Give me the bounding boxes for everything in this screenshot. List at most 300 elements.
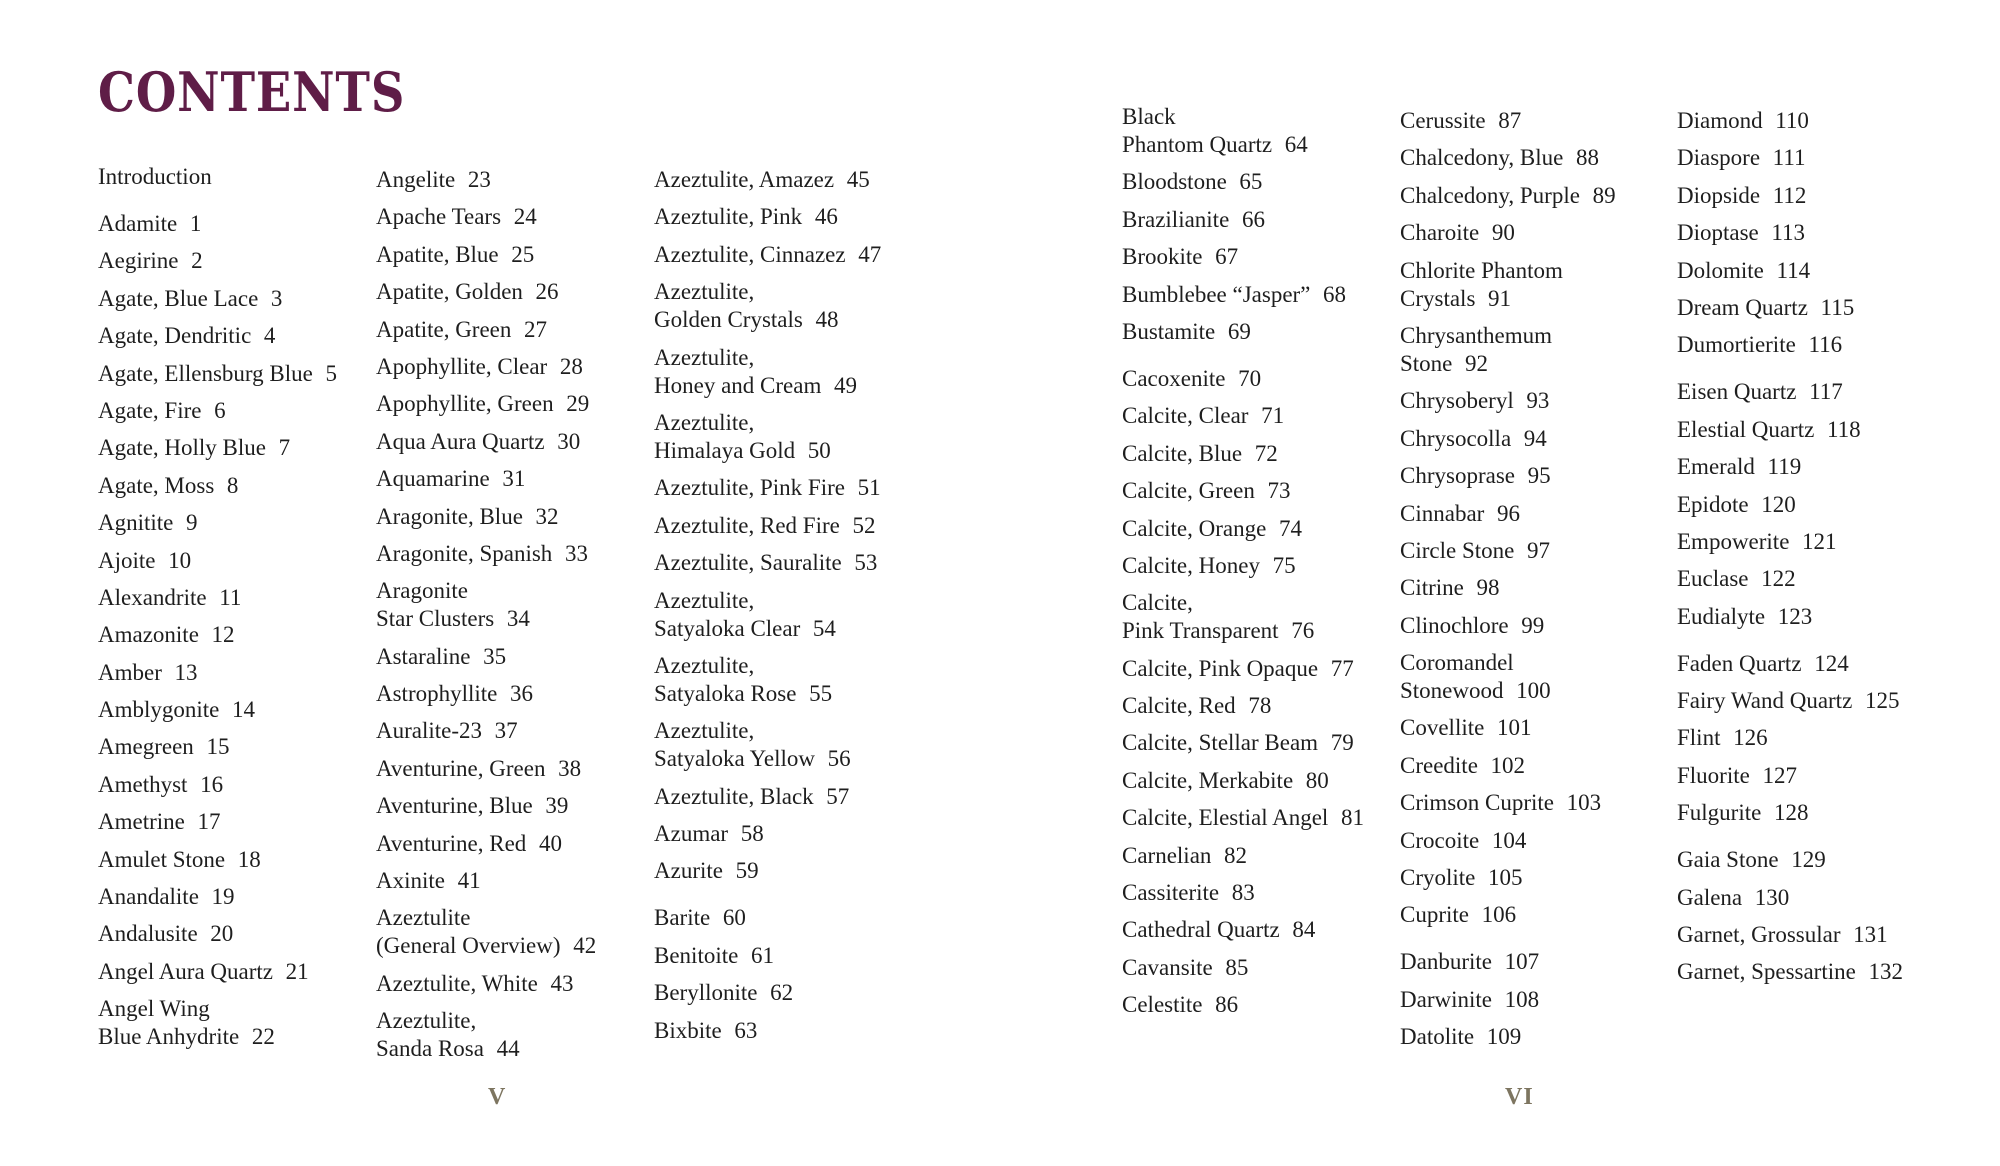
toc-entry (1677, 219, 1942, 247)
toc-entry-title: Barite (654, 905, 711, 931)
toc-entry-title: Calcite, Red (1122, 693, 1236, 719)
toc-entry-title: Dioptase (1677, 220, 1759, 246)
toc-entry-title: Alexandrite (98, 584, 207, 610)
toc-entry (376, 717, 641, 745)
toc-entry-title: Calcite, Merkabite (1122, 767, 1294, 793)
toc-page-number: 68 (1323, 281, 1347, 307)
toc-entry-title: Darwinite (1400, 986, 1492, 1012)
toc-entry-title-continued: Sanda Rosa (376, 1036, 484, 1062)
toc-entry-title: Euclase (1677, 566, 1749, 592)
toc-entry (1122, 402, 1387, 430)
toc-page-number: 101 (1496, 715, 1532, 741)
toc-entry (1677, 107, 1942, 135)
toc-entry (1122, 440, 1387, 468)
toc-entry (376, 353, 641, 381)
toc-page-number: 66 (1241, 206, 1265, 232)
toc-entry (98, 210, 363, 238)
toc-entry-title: Azeztulite, Black (654, 783, 814, 809)
toc-page-number: 20 (210, 921, 234, 947)
toc-page-number: 10 (168, 547, 192, 573)
toc-entry-title: Brazilianite (1122, 206, 1230, 232)
toc-entry-title: Agate, Fire (98, 397, 202, 423)
toc-entry (98, 360, 363, 388)
toc-entry-title-continued: Himalaya Gold (654, 437, 796, 463)
toc-page-number: 19 (211, 884, 235, 910)
toc-page-number: 72 (1254, 440, 1278, 466)
toc-entry-title: Coromandel (1400, 650, 1514, 676)
toc-entry (1122, 692, 1387, 720)
toc-page-number: 83 (1231, 880, 1255, 906)
toc-page-number: 81 (1340, 805, 1364, 831)
toc-page-number: 87 (1498, 108, 1522, 133)
toc-page-number: 35 (483, 643, 507, 669)
toc-page-number: 25 (511, 241, 535, 267)
toc-page-number: 69 (1227, 318, 1251, 344)
toc-entry (1400, 387, 1665, 415)
toc-entry (1400, 789, 1665, 817)
toc-page-number: 97 (1526, 537, 1550, 563)
toc-page-number: 106 (1481, 902, 1517, 928)
toc-entry-title: Amulet Stone (98, 846, 226, 872)
toc-entry-title: Azeztulite, Red Fire (654, 512, 840, 538)
toc-entry-title: Andalusite (98, 921, 198, 947)
toc-entry (98, 733, 363, 761)
toc-page-number: 59 (735, 858, 759, 884)
toc-page-number: 104 (1491, 827, 1527, 853)
toc-entry (1400, 649, 1665, 705)
toc-page-number: 124 (1814, 650, 1849, 676)
toc-entry-title: Agnitite (98, 510, 174, 536)
toc-entry-title: Aventurine, Red (376, 830, 527, 856)
toc-entry-title: Fluorite (1677, 762, 1750, 788)
toc-entry (98, 846, 363, 874)
toc-entry-title: Azeztulite, Pink Fire (654, 475, 845, 501)
toc-entry-title: Garnet, Grossular (1677, 922, 1841, 948)
toc-entry-title: Aventurine, Blue (376, 793, 533, 819)
toc-entry (1400, 827, 1665, 855)
toc-entry-title: Astaraline (376, 643, 471, 669)
toc-entry-title: Bixbite (654, 1017, 722, 1043)
toc-entry (1400, 322, 1665, 378)
toc-entry (654, 1017, 919, 1045)
toc-entry (1677, 453, 1942, 481)
toc-page-number: 6 (214, 397, 226, 423)
toc-entry-title: Azeztulite, (654, 344, 755, 370)
toc-entry-title: Diaspore (1677, 145, 1761, 171)
toc-entry-title: Cassiterite (1122, 880, 1220, 906)
toc-entry (1677, 958, 1942, 986)
toc-page-number: 61 (750, 942, 774, 968)
toc-page-number: 126 (1733, 725, 1768, 751)
toc-entry (376, 755, 641, 783)
toc-entry-title-continued: Phantom Quartz (1122, 132, 1273, 157)
toc-page-number: 84 (1292, 917, 1316, 943)
toc-page-number: 42 (573, 933, 597, 959)
toc-entry-title: Azumar (654, 821, 729, 847)
toc-entry (1677, 294, 1942, 322)
toc-entry (376, 643, 641, 671)
toc-entry-title: Azeztulite, White (376, 970, 538, 996)
toc-entry-title: Cinnabar (1400, 500, 1485, 526)
toc-page-number: 78 (1248, 693, 1272, 719)
toc-page-number: 28 (559, 353, 583, 379)
toc-entry-title: Calcite, Stellar Beam (1122, 730, 1319, 756)
toc-entry (1122, 365, 1387, 393)
toc-entry (654, 857, 919, 885)
toc-page-number: 44 (496, 1036, 520, 1062)
toc-page-number: 103 (1566, 790, 1602, 816)
toc-entry-title: Azeztulite, Amazez (654, 167, 835, 192)
toc-entry-title: Amblygonite (98, 697, 220, 723)
toc-page-number: 132 (1868, 959, 1903, 985)
toc-entry-title: Calcite, Blue (1122, 440, 1243, 466)
toc-entry-title: Apache Tears (376, 204, 502, 230)
toc-entry (98, 472, 363, 500)
toc-entry (98, 285, 363, 313)
toc-entry-title: Agate, Blue Lace (98, 285, 259, 311)
toc-entry (1122, 954, 1387, 982)
toc-page-number: 53 (854, 550, 878, 576)
toc-page-number: 48 (815, 307, 839, 333)
toc-entry (1122, 804, 1387, 832)
toc-entry (1122, 515, 1387, 543)
toc-page-number: 128 (1773, 800, 1809, 826)
toc-entry (1400, 986, 1665, 1014)
toc-entry-title: Dolomite (1677, 257, 1764, 283)
toc-entry-title: Covellite (1400, 715, 1485, 741)
toc-page-number: 56 (827, 746, 851, 772)
toc-entry-title: Fairy Wand Quartz (1677, 688, 1853, 714)
toc-page-number: 90 (1491, 220, 1515, 246)
toc-page-number: 82 (1224, 842, 1248, 868)
toc-page-number: 24 (513, 204, 537, 230)
toc-entry-title: Apatite, Blue (376, 241, 499, 267)
toc-entry-title: Celestite (1122, 992, 1203, 1018)
toc-page-number: 80 (1305, 767, 1329, 793)
toc-entry (1400, 144, 1665, 172)
toc-entry-title: Garnet, Spessartine (1677, 959, 1856, 985)
contents-column-4 (1122, 103, 1387, 1029)
toc-page-number: 93 (1526, 388, 1550, 414)
toc-entry-title: Black (1122, 104, 1176, 129)
toc-entry (1400, 574, 1665, 602)
toc-page-number: 95 (1527, 463, 1551, 489)
toc-page-number: 23 (467, 167, 491, 192)
toc-entry-title: Azeztulite, (654, 279, 755, 305)
toc-entry-title: Agate, Dendritic (98, 323, 252, 349)
toc-entry-title: Galena (1677, 884, 1743, 910)
contents-column-3 (654, 166, 919, 1054)
toc-entry (376, 203, 641, 231)
toc-entry (1677, 491, 1942, 519)
toc-page-number: 2 (191, 248, 203, 274)
toc-entry (376, 390, 641, 418)
toc-page-number: 18 (237, 846, 261, 872)
toc-entry (98, 883, 363, 911)
toc-entry (1122, 103, 1387, 159)
toc-entry (376, 465, 641, 493)
toc-entry (1677, 257, 1942, 285)
toc-entry-title: Agate, Holly Blue (98, 435, 266, 461)
toc-entry (98, 920, 363, 948)
toc-page-number: 117 (1809, 379, 1843, 405)
toc-page-number: 99 (1521, 612, 1545, 638)
toc-entry-title: Introduction (98, 164, 212, 189)
toc-entry (98, 958, 363, 986)
toc-page-number: 12 (211, 622, 235, 648)
toc-entry-title: Angel Aura Quartz (98, 958, 273, 984)
toc-entry (654, 474, 919, 502)
toc-entry-title: Amber (98, 659, 162, 685)
toc-entry (376, 316, 641, 344)
toc-entry-title: Calcite, Honey (1122, 552, 1260, 578)
toc-entry-title: Calcite, Orange (1122, 515, 1267, 541)
toc-entry-title: Bumblebee “Jasper” (1122, 281, 1311, 307)
toc-entry (98, 696, 363, 724)
toc-entry-title: Cuprite (1400, 902, 1469, 928)
toc-page-number: 108 (1504, 986, 1540, 1012)
toc-entry-title: Agate, Moss (98, 472, 215, 498)
toc-entry-title: Calcite, (1122, 590, 1193, 616)
toc-entry-title: Apophyllite, Green (376, 391, 554, 417)
toc-page-number: 63 (734, 1017, 758, 1043)
toc-page-number: 130 (1754, 884, 1790, 910)
toc-entry (98, 434, 363, 462)
toc-entry (1400, 948, 1665, 976)
toc-page-number: 40 (538, 830, 562, 856)
toc-entry (376, 241, 641, 269)
toc-entry-title: Danburite (1400, 949, 1492, 975)
toc-entry-title: Azeztulite, (654, 587, 755, 613)
toc-page-number: 46 (814, 204, 838, 230)
toc-entry (376, 1007, 641, 1063)
toc-page-number: 98 (1476, 575, 1500, 601)
toc-entry (1122, 552, 1387, 580)
toc-page-number: 60 (722, 905, 746, 931)
toc-page-number: 94 (1523, 425, 1547, 451)
toc-entry (376, 830, 641, 858)
toc-entry (98, 995, 363, 1051)
toc-entry-title: Faden Quartz (1677, 650, 1802, 676)
toc-entry (98, 322, 363, 350)
toc-page-number: 79 (1330, 730, 1354, 756)
toc-entry-title: Axinite (376, 868, 445, 894)
toc-entry (654, 652, 919, 708)
toc-page-number: 14 (232, 697, 256, 723)
toc-page-number: 65 (1239, 169, 1263, 195)
toc-page-number: 102 (1490, 752, 1526, 778)
toc-entry-title: Cerussite (1400, 108, 1486, 133)
toc-page-number: 21 (285, 958, 309, 984)
toc-entry-title-continued: Crystals (1400, 285, 1476, 311)
toc-entry-title: Chrysocolla (1400, 425, 1512, 451)
toc-entry-title: Aqua Aura Quartz (376, 428, 545, 454)
toc-entry-title: Datolite (1400, 1024, 1475, 1050)
toc-entry (376, 904, 641, 960)
toc-entry (1400, 257, 1665, 313)
toc-page-number: 27 (524, 316, 548, 342)
toc-entry-title: Ajoite (98, 547, 156, 573)
toc-page-number: 123 (1777, 603, 1813, 629)
toc-entry-title: Elestial Quartz (1677, 416, 1815, 442)
toc-page-number: 32 (535, 503, 559, 529)
toc-entry (1400, 107, 1665, 135)
toc-entry-title: Auralite-23 (376, 718, 483, 744)
toc-entry (1122, 206, 1387, 234)
toc-entry-title: Chalcedony, Blue (1400, 145, 1564, 171)
toc-entry (1400, 219, 1665, 247)
toc-entry-title: Epidote (1677, 491, 1749, 517)
toc-entry-title: Cacoxenite (1122, 365, 1226, 391)
toc-page-number: 50 (807, 437, 831, 463)
toc-page-number: 39 (545, 793, 569, 819)
toc-page-number: 30 (557, 428, 581, 454)
toc-entry (1677, 144, 1942, 172)
toc-entry (376, 867, 641, 895)
toc-entry-title: Bustamite (1122, 318, 1216, 344)
page-title: CONTENTS (98, 60, 406, 124)
toc-entry (1677, 416, 1942, 444)
toc-entry-title: Calcite, Elestial Angel (1122, 805, 1329, 831)
toc-page-number: 26 (535, 279, 559, 305)
toc-entry-title: Angel Wing (98, 996, 210, 1022)
toc-entry-title: Crimson Cuprite (1400, 790, 1554, 816)
toc-entry (98, 584, 363, 612)
toc-page-number: 85 (1225, 954, 1249, 980)
toc-page-number: 115 (1820, 294, 1855, 320)
toc-entry (376, 792, 641, 820)
toc-page-number: 105 (1488, 865, 1523, 891)
toc-page-number: 33 (564, 540, 588, 566)
toc-page-number: 29 (566, 391, 590, 417)
toc-entry-title: Aragonite, Spanish (376, 540, 553, 566)
toc-entry-title: Astrophyllite (376, 681, 498, 707)
toc-entry-title: Angelite (376, 167, 456, 192)
toc-page-number: 54 (812, 615, 836, 641)
toc-entry (1122, 589, 1387, 645)
toc-page-number: 4 (263, 323, 276, 349)
toc-entry (654, 203, 919, 231)
toc-page-number: 31 (502, 466, 526, 492)
toc-page-number: 34 (506, 606, 530, 632)
toc-entry (1122, 655, 1387, 683)
toc-page-number: 17 (197, 809, 221, 835)
toc-entry-title: Apatite, Golden (376, 279, 523, 305)
toc-page-number: 96 (1496, 500, 1520, 526)
toc-entry-title: Azeztulite (376, 905, 471, 931)
toc-entry (1677, 182, 1942, 210)
toc-entry (1122, 168, 1387, 196)
toc-entry (1677, 921, 1942, 949)
toc-entry (1677, 378, 1942, 406)
toc-entry-title: Azeztulite, Cinnazez (654, 241, 846, 267)
toc-entry-title: Eisen Quartz (1677, 379, 1797, 405)
toc-entry (98, 163, 363, 191)
toc-entry-title: Diopside (1677, 182, 1761, 208)
toc-entry-title: Chrysanthemum (1400, 322, 1553, 348)
toc-page-number: 91 (1488, 285, 1512, 311)
toc-page-number: 38 (558, 755, 582, 781)
page-number-left: V (488, 1084, 507, 1110)
toc-entry (1677, 528, 1942, 556)
toc-entry-title-continued: (General Overview) (376, 933, 561, 959)
toc-entry-title: Dream Quartz (1677, 294, 1808, 320)
toc-entry (1677, 846, 1942, 874)
toc-entry (654, 344, 919, 400)
toc-entry-title: Calcite, Clear (1122, 403, 1249, 429)
toc-page-number: 22 (251, 1024, 275, 1050)
toc-entry-title: Fulgurite (1677, 800, 1762, 826)
toc-page-number: 110 (1775, 108, 1809, 133)
toc-entry-title: Citrine (1400, 575, 1464, 601)
toc-entry (1122, 281, 1387, 309)
page-number-right: VI (1505, 1084, 1534, 1110)
toc-entry (1400, 537, 1665, 565)
toc-entry-title-continued: Blue Anhydrite (98, 1024, 240, 1050)
toc-page-number: 43 (550, 970, 574, 996)
toc-entry (376, 680, 641, 708)
toc-page-number: 13 (174, 659, 198, 685)
toc-entry-title: Azurite (654, 858, 723, 884)
toc-entry-title: Gaia Stone (1677, 847, 1779, 873)
toc-entry-title: Amazonite (98, 622, 199, 648)
toc-entry-title: Circle Stone (1400, 537, 1515, 563)
toc-entry (1400, 752, 1665, 780)
toc-page-number: 62 (770, 980, 794, 1006)
toc-entry (98, 771, 363, 799)
toc-page-number: 89 (1592, 182, 1616, 208)
toc-entry-title-continued: Satyaloka Yellow (654, 746, 815, 772)
toc-page-number: 55 (809, 680, 833, 706)
toc-entry-title: Bloodstone (1122, 169, 1227, 195)
toc-entry-title: Azeztulite, (654, 409, 755, 435)
toc-entry (1400, 901, 1665, 929)
toc-entry (376, 970, 641, 998)
toc-entry-title: Adamite (98, 211, 178, 236)
contents-column-6 (1677, 107, 1942, 996)
toc-entry (654, 717, 919, 773)
toc-entry (1400, 425, 1665, 453)
toc-page-number: 3 (270, 285, 283, 311)
toc-entry-title: Cavansite (1122, 954, 1213, 980)
toc-entry (376, 166, 641, 194)
toc-entry (1400, 462, 1665, 490)
toc-entry (654, 278, 919, 334)
toc-entry (1677, 762, 1942, 790)
toc-entry-title-continued: Stone (1400, 350, 1453, 376)
toc-page-number: 74 (1278, 515, 1302, 541)
toc-entry (1122, 879, 1387, 907)
toc-page-number: 67 (1215, 244, 1239, 270)
toc-page-number: 71 (1261, 403, 1285, 429)
toc-entry-title: Aquamarine (376, 466, 490, 492)
toc-entry (376, 503, 641, 531)
contents-column-1 (98, 163, 363, 1061)
toc-page-number: 73 (1267, 478, 1291, 504)
toc-entry (654, 241, 919, 269)
toc-entry-title-continued: Star Clusters (376, 606, 495, 632)
toc-page-number: 122 (1761, 566, 1796, 592)
toc-entry-title: Calcite, Pink Opaque (1122, 655, 1319, 681)
toc-page-number: 111 (1772, 145, 1806, 171)
toc-entry-title: Beryllonite (654, 980, 758, 1006)
toc-entry (1122, 477, 1387, 505)
toc-page-number: 113 (1771, 220, 1806, 246)
toc-entry (1677, 603, 1942, 631)
toc-entry-title: Chrysoberyl (1400, 388, 1514, 414)
toc-page-number: 52 (852, 512, 876, 538)
toc-entry-title: Dumortierite (1677, 332, 1796, 358)
